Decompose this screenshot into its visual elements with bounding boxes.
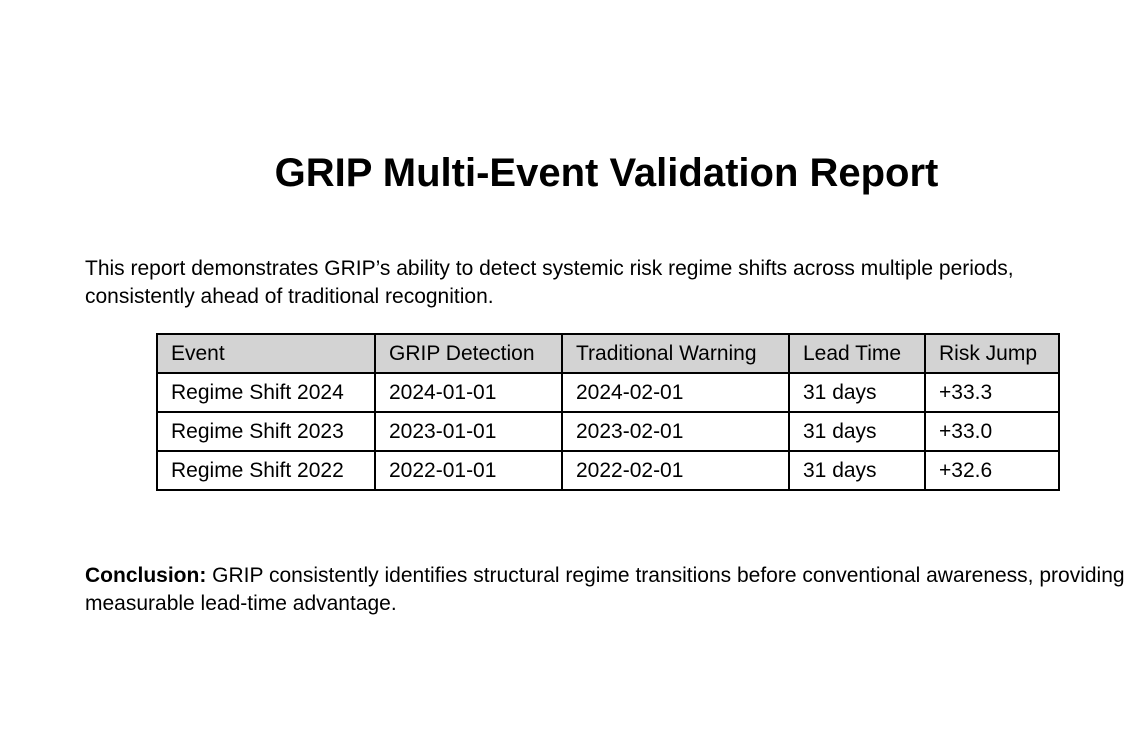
cell-traditional-warning: 2023-02-01 <box>562 412 789 451</box>
header-event: Event <box>157 334 375 373</box>
header-traditional-warning: Traditional Warning <box>562 334 789 373</box>
intro-paragraph: This report demonstrates GRIP’s ability to detect systemic risk regime shifts across multiple periods, consistently ahead of traditional recognition. <box>85 257 1014 308</box>
cell-risk-jump: +32.6 <box>925 451 1059 490</box>
cell-risk-jump: +33.3 <box>925 373 1059 412</box>
validation-table <box>156 333 1060 491</box>
cell-grip-detection: 2023-01-01 <box>375 412 562 451</box>
cell-lead-time: 31 days <box>789 412 925 451</box>
conclusion-label: Conclusion: <box>85 564 207 587</box>
cell-lead-time: 31 days <box>789 451 925 490</box>
header-risk-jump: Risk Jump <box>925 334 1059 373</box>
header-grip-detection: GRIP Detection <box>375 334 562 373</box>
conclusion-text: GRIP consistently identifies structural regime transitions before conventional awareness, providing measurable lead-time advantage. <box>85 564 1125 615</box>
cell-grip-detection: 2022-01-01 <box>375 451 562 490</box>
cell-traditional-warning: 2022-02-01 <box>562 451 789 490</box>
table-header-row <box>157 334 1059 373</box>
report-title: GRIP Multi-Event Validation Report <box>274 151 939 195</box>
cell-event: Regime Shift 2024 <box>157 373 375 412</box>
cell-grip-detection: 2024-01-01 <box>375 373 562 412</box>
header-lead-time: Lead Time <box>789 334 925 373</box>
cell-event: Regime Shift 2023 <box>157 412 375 451</box>
cell-traditional-warning: 2024-02-01 <box>562 373 789 412</box>
cell-lead-time: 31 days <box>789 373 925 412</box>
cell-risk-jump: +33.0 <box>925 412 1059 451</box>
table-row <box>157 412 1059 451</box>
table-row <box>157 451 1059 490</box>
table-row <box>157 373 1059 412</box>
cell-event: Regime Shift 2022 <box>157 451 375 490</box>
conclusion-paragraph <box>85 562 1135 618</box>
